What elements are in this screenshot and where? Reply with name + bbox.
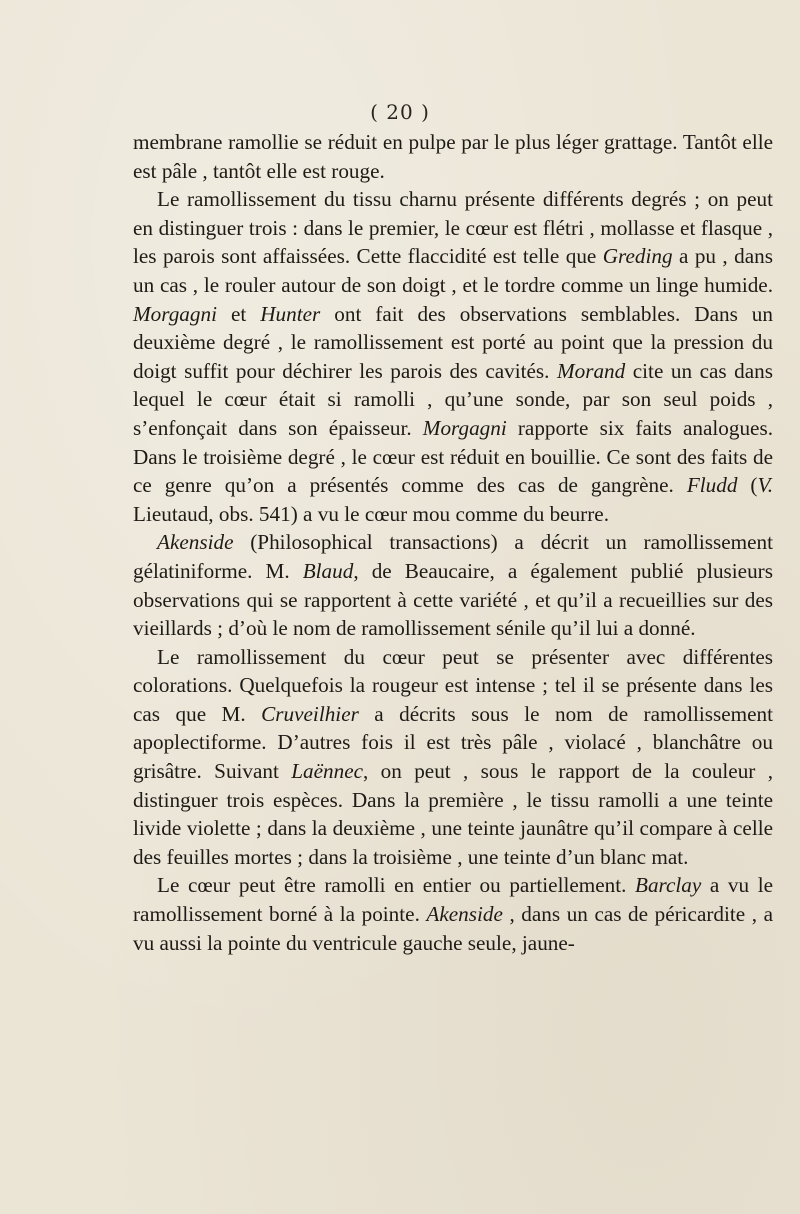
text-run: rapporte six faits analogues. Dans le troisième degré , le cœur est réduit en bouillie. Ce sont des faits de ce genre qu’on a présentés comme des cas de gangrène.	[133, 415, 774, 498]
italic-name: Barclay	[635, 873, 702, 898]
text-run: cite un cas dans lequel le cœur était si ramolli , qu’une sonde, par son seul poids , s’enfonçait dans son épaisseur.	[133, 358, 773, 440]
text-run: (	[737, 473, 758, 498]
body-text	[133, 128, 773, 957]
italic-name: Morand	[556, 358, 626, 383]
text-run: Lieutaud, obs. 541) a vu le cœur mou comme du beurre.	[133, 501, 609, 526]
paragraph-3	[133, 528, 773, 642]
text-run: et	[216, 301, 261, 326]
paragraph-4	[133, 643, 773, 872]
italic-name: Morgagni	[422, 415, 507, 440]
italic-name: Akenside	[426, 902, 503, 927]
italic-name: Fludd	[686, 473, 738, 498]
italic-name: V.	[757, 473, 773, 498]
italic-name: Cruveilhier	[261, 701, 359, 726]
text-run: , on peut , sous le rapport de la couleur , distinguer trois espèces. Dans la première , le tissu ramolli a une teinte livide violette ; dans la deuxième , une teinte jaunâtre qu’il compare à celle des feuilles mortes ; dans la troisième , une teinte d’un blanc mat.	[133, 759, 773, 869]
text-run: Le cœur peut être ramolli en entier ou partiellement.	[157, 873, 636, 898]
italic-name: Greding	[602, 244, 673, 269]
text-run: (Philosophical transactions) a décrit un ramollissement gélatiniforme. M.	[133, 530, 773, 583]
text-run: Le ramollissement du cœur peut se présenter avec différentes colorations. Quelquefois la rougeur est intense ; tel il se présente dans les cas que M.	[133, 644, 773, 726]
text-run: a décrits sous le nom de ramollissement apoplectiforme. D’autres fois il est très pâle , violacé , blanchâtre ou grisâtre. Suivant	[133, 701, 774, 784]
text-run: Le ramollissement du tissu charnu présente différents degrés ; on peut en distinguer trois : dans le premier, le cœur est flétri , mollasse et flasque , les parois sont affaissées. Cette flaccidité est telle que	[133, 187, 773, 269]
italic-name: Morgagni	[133, 301, 217, 326]
italic-name: Blaud	[302, 558, 354, 583]
italic-name: Laënnec	[291, 759, 364, 784]
paragraph-1	[133, 128, 773, 185]
text-run: , dans un cas de péricardite , a vu aussi la pointe du ventricule gauche seule, jaune-	[133, 902, 773, 955]
page-number: ( 20 )	[370, 100, 430, 124]
paragraph-5	[133, 871, 773, 957]
text-run: ont fait des observations semblables. Dans un deuxième degré , le ramollissement est porté au point que la pression du doigt suffit pour déchirer les parois des cavités.	[133, 301, 773, 383]
italic-name: Akenside	[157, 530, 234, 555]
text-run: , de Beaucaire, a également publié plusieurs observations qui se rapportent à cette variété , et qu’il a recueillies sur des vieillards ; d’où le nom de ramollissement sénile qu’il lui a donné.	[133, 558, 773, 641]
text-run: a pu , dans un cas , le rouler autour de son doigt , et le tordre comme un linge humide.	[133, 244, 773, 297]
italic-name: Hunter	[260, 301, 321, 326]
paragraph-2	[133, 185, 773, 528]
text-run: a vu le ramollissement borné à la pointe.	[133, 873, 773, 927]
text-run: membrane ramollie se réduit en pulpe par le plus léger grattage. Tantôt elle est pâle , tantôt elle est rouge.	[133, 130, 773, 183]
